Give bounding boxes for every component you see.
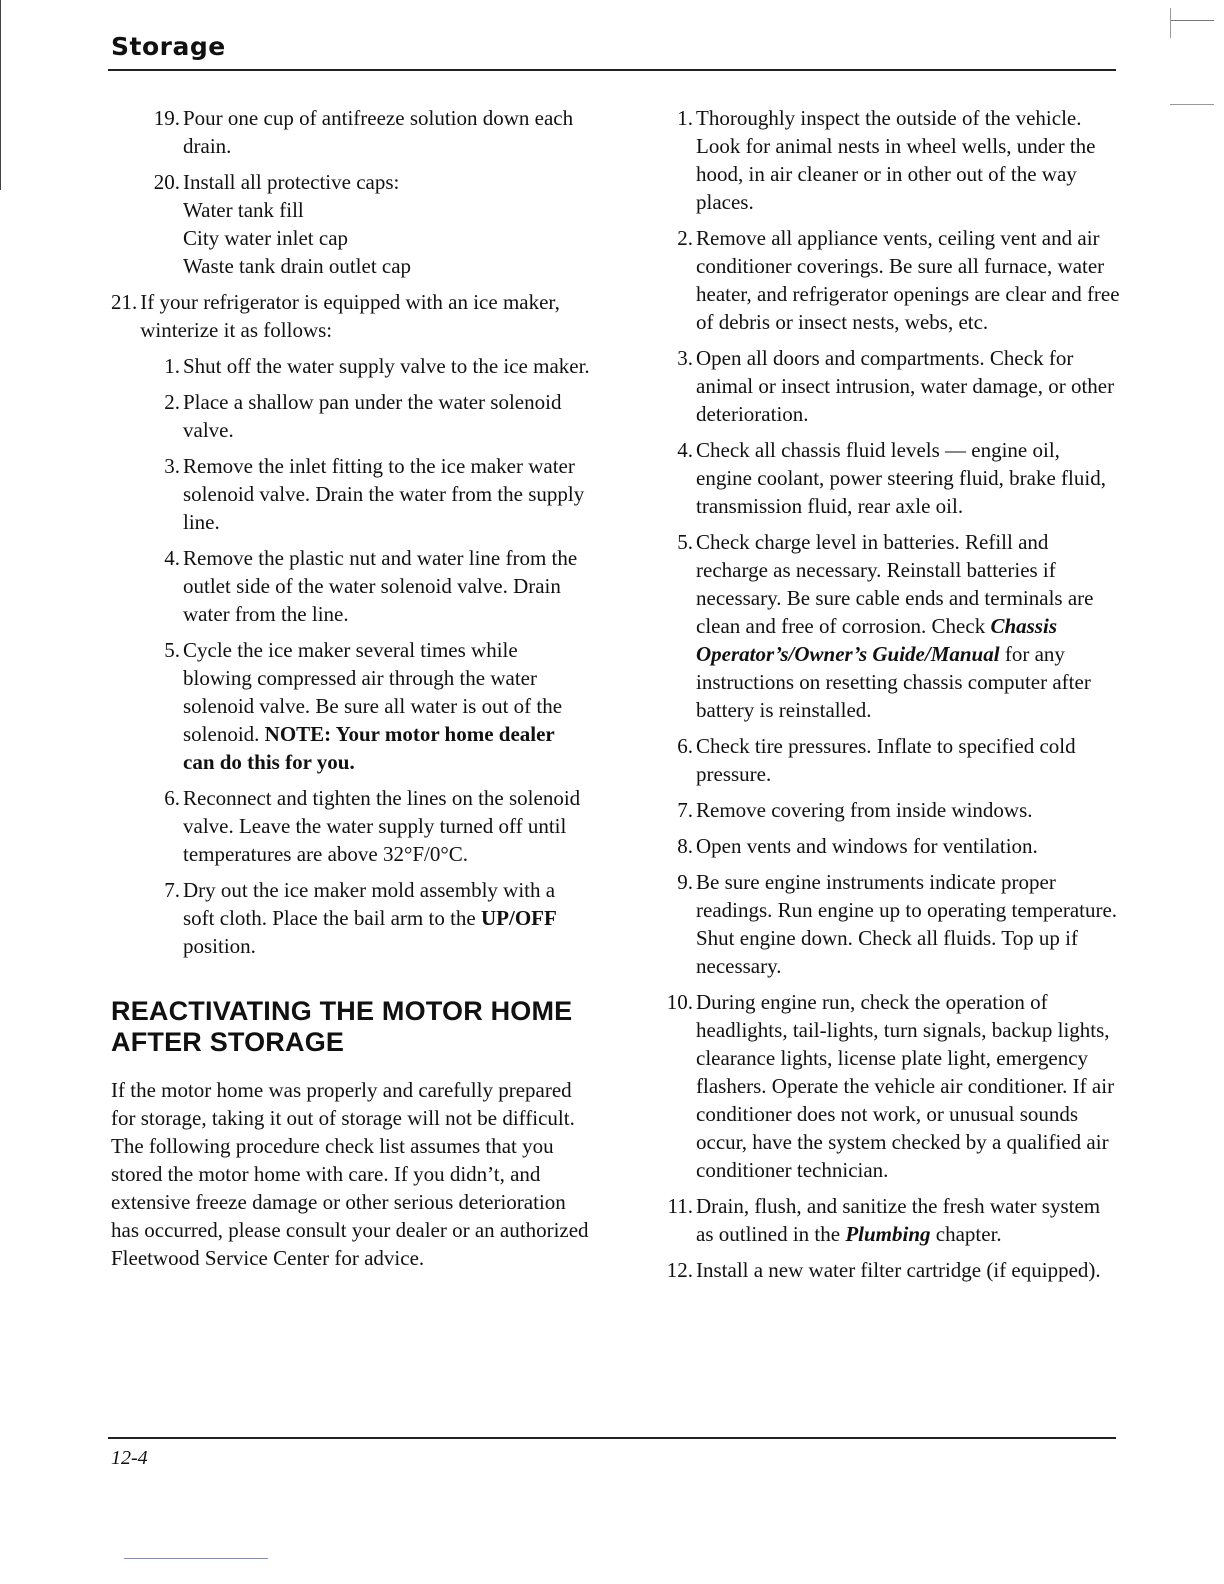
item-text: Remove the inlet fitting to the ice maker water solenoid valve. Drain the water from the supply line. [183,454,585,534]
footer-rule [108,1437,1116,1439]
list-item [660,528,1120,724]
item-number: 11. [667,1194,693,1218]
page-header-title: Storage [111,32,226,61]
list-item [660,436,1120,520]
sub-list-item [159,388,591,444]
list-item [111,168,591,280]
dealer-note: NOTE: Your motor home dealer can do this for you. [183,722,555,774]
item-number: 2. [164,390,180,414]
list-item [660,1192,1120,1248]
ice-maker-steps [111,352,591,960]
item-number: 20. [153,170,180,194]
scan-artifact-line [0,0,1,190]
sub-list-item [159,876,591,960]
list-item [111,104,591,160]
step-text: position. [183,934,256,958]
scan-artifact-line [124,1558,268,1559]
list-item [660,732,1120,788]
item-number: 1. [677,106,693,130]
item-number: 1. [164,354,180,378]
chapter-reference: Plumbing [845,1222,931,1246]
list-item [111,288,591,960]
step-text: Drain, flush, and sanitize the fresh water system as outlined in the [696,1194,1101,1246]
item-text [183,636,591,776]
item-text: If your refrigerator is equipped with an ice maker, winterize it as follows: [140,290,560,342]
cap-entry: Waste tank drain outlet cap [183,254,412,278]
position-label: UP/OFF [481,906,557,930]
step-text: chapter. [935,1222,1002,1246]
scan-artifact-line [1170,8,1171,38]
item-text: During engine run, check the operation of headlights, tail-lights, turn signals, backup lights, clearance lights, license plate light, emergency flashers. Operate the vehicle air conditioner. If air conditioner does not work, or unusual sounds occur, have the system checked by a qualified air conditioner technician. [696,990,1115,1182]
item-number: 19. [153,106,180,130]
sub-list-item [159,544,591,628]
item-number: 2. [677,226,693,250]
item-number: 5. [677,530,693,554]
sub-list-item [159,352,591,380]
item-text: Install all protective caps: [183,170,400,194]
step-text: for any instructions on resetting chassis computer after battery is reinstalled. [696,642,1091,722]
item-text: Remove the plastic nut and water line from the outlet side of the water solenoid valve. Drain water from the line. [183,546,578,626]
item-text [696,528,1120,724]
item-number: 6. [164,786,180,810]
item-text: Remove all appliance vents, ceiling vent and air conditioner coverings. Be sure all furnace, water heater, and refrigerator openings are clear and free of debris or insect nests, webs, etc. [696,226,1120,334]
list-item [660,868,1120,980]
list-item [660,1256,1120,1284]
header-rule [108,69,1116,71]
section-heading: REACTIVATING THE MOTOR HOME AFTER STORAGE [111,996,573,1057]
step-text: Cycle the ice maker several times while blowing compressed air through the water solenoid valve. Be sure all water is out of the solenoid. [183,638,563,746]
item-text: Remove covering from inside windows. [696,798,1033,822]
item-text: Install a new water filter cartridge (if equipped). [696,1258,1101,1282]
item-number: 3. [164,454,180,478]
item-text: Check all chassis fluid levels — engine oil, engine coolant, power steering fluid, brake fluid, transmission fluid, rear axle oil. [696,438,1106,518]
manual-reference: Chassis Operator’s/Owner’s Guide/Manual [696,614,1057,666]
item-number: 4. [164,546,180,570]
sub-list-item [159,784,591,868]
list-item [660,796,1120,824]
cap-entry: City water inlet cap [183,226,349,250]
list-item [660,104,1120,216]
item-text: Open vents and windows for ventilation. [696,834,1038,858]
scan-artifact-line [1170,104,1214,105]
item-number: 4. [677,438,693,462]
list-item [660,988,1120,1184]
item-number: 5. [164,638,180,662]
scan-artifact-line [1170,20,1214,21]
page-number: 12-4 [111,1447,148,1469]
step-text: Check charge level in batteries. Refill and recharge as necessary. Reinstall batteries if necessary. Be sure cable ends and terminals are clean and free of corrosion. Check [696,530,1094,638]
item-number: 6. [677,734,693,758]
item-number: 7. [677,798,693,822]
step-text: Dry out the ice maker mold assembly with a soft cloth. Place the bail arm to the [183,878,556,930]
item-text: Pour one cup of antifreeze solution down each drain. [183,106,574,158]
list-item [660,224,1120,336]
item-number: 7. [164,878,180,902]
item-number: 8. [677,834,693,858]
item-text: Thoroughly inspect the outside of the vehicle. Look for animal nests in wheel wells, under the hood, in air cleaner or in other out of the way places. [696,106,1096,214]
item-number: 21. [111,290,138,314]
item-text: Be sure engine instruments indicate proper readings. Run engine up to operating temperature. Shut engine down. Check all fluids. Top up if necessary. [696,870,1118,978]
sub-list-item [159,452,591,536]
item-text: Open all doors and compartments. Check for animal or insect intrusion, water damage, or other deterioration. [696,346,1115,426]
item-text: Place a shallow pan under the water solenoid valve. [183,390,562,442]
list-item [660,832,1120,860]
item-text [183,876,591,960]
item-text: Reconnect and tighten the lines on the solenoid valve. Leave the water supply turned off until temperatures are above 32°F/0°C. [183,786,581,866]
item-number: 9. [677,870,693,894]
intro-paragraph: If the motor home was properly and carefully prepared for storage, taking it out of storage will not be difficult. The following procedure check list assumes that you stored the motor home with care. If you didn’t, and extensive freeze damage or other serious deterioration has occurred, please consult your dealer or an authorized Fleetwood Service Center for advice. [111,1078,589,1270]
item-text: Check tire pressures. Inflate to specified cold pressure. [696,734,1076,786]
sub-list-item [159,636,591,776]
item-text [696,1192,1120,1248]
left-column [111,104,591,1272]
item-number: 3. [677,346,693,370]
cap-entry: Water tank fill [183,198,304,222]
item-number: 10. [666,990,693,1014]
right-column [660,104,1120,1292]
list-item [660,344,1120,428]
item-text: Shut off the water supply valve to the ice maker. [183,354,590,378]
item-number: 12. [666,1258,693,1282]
